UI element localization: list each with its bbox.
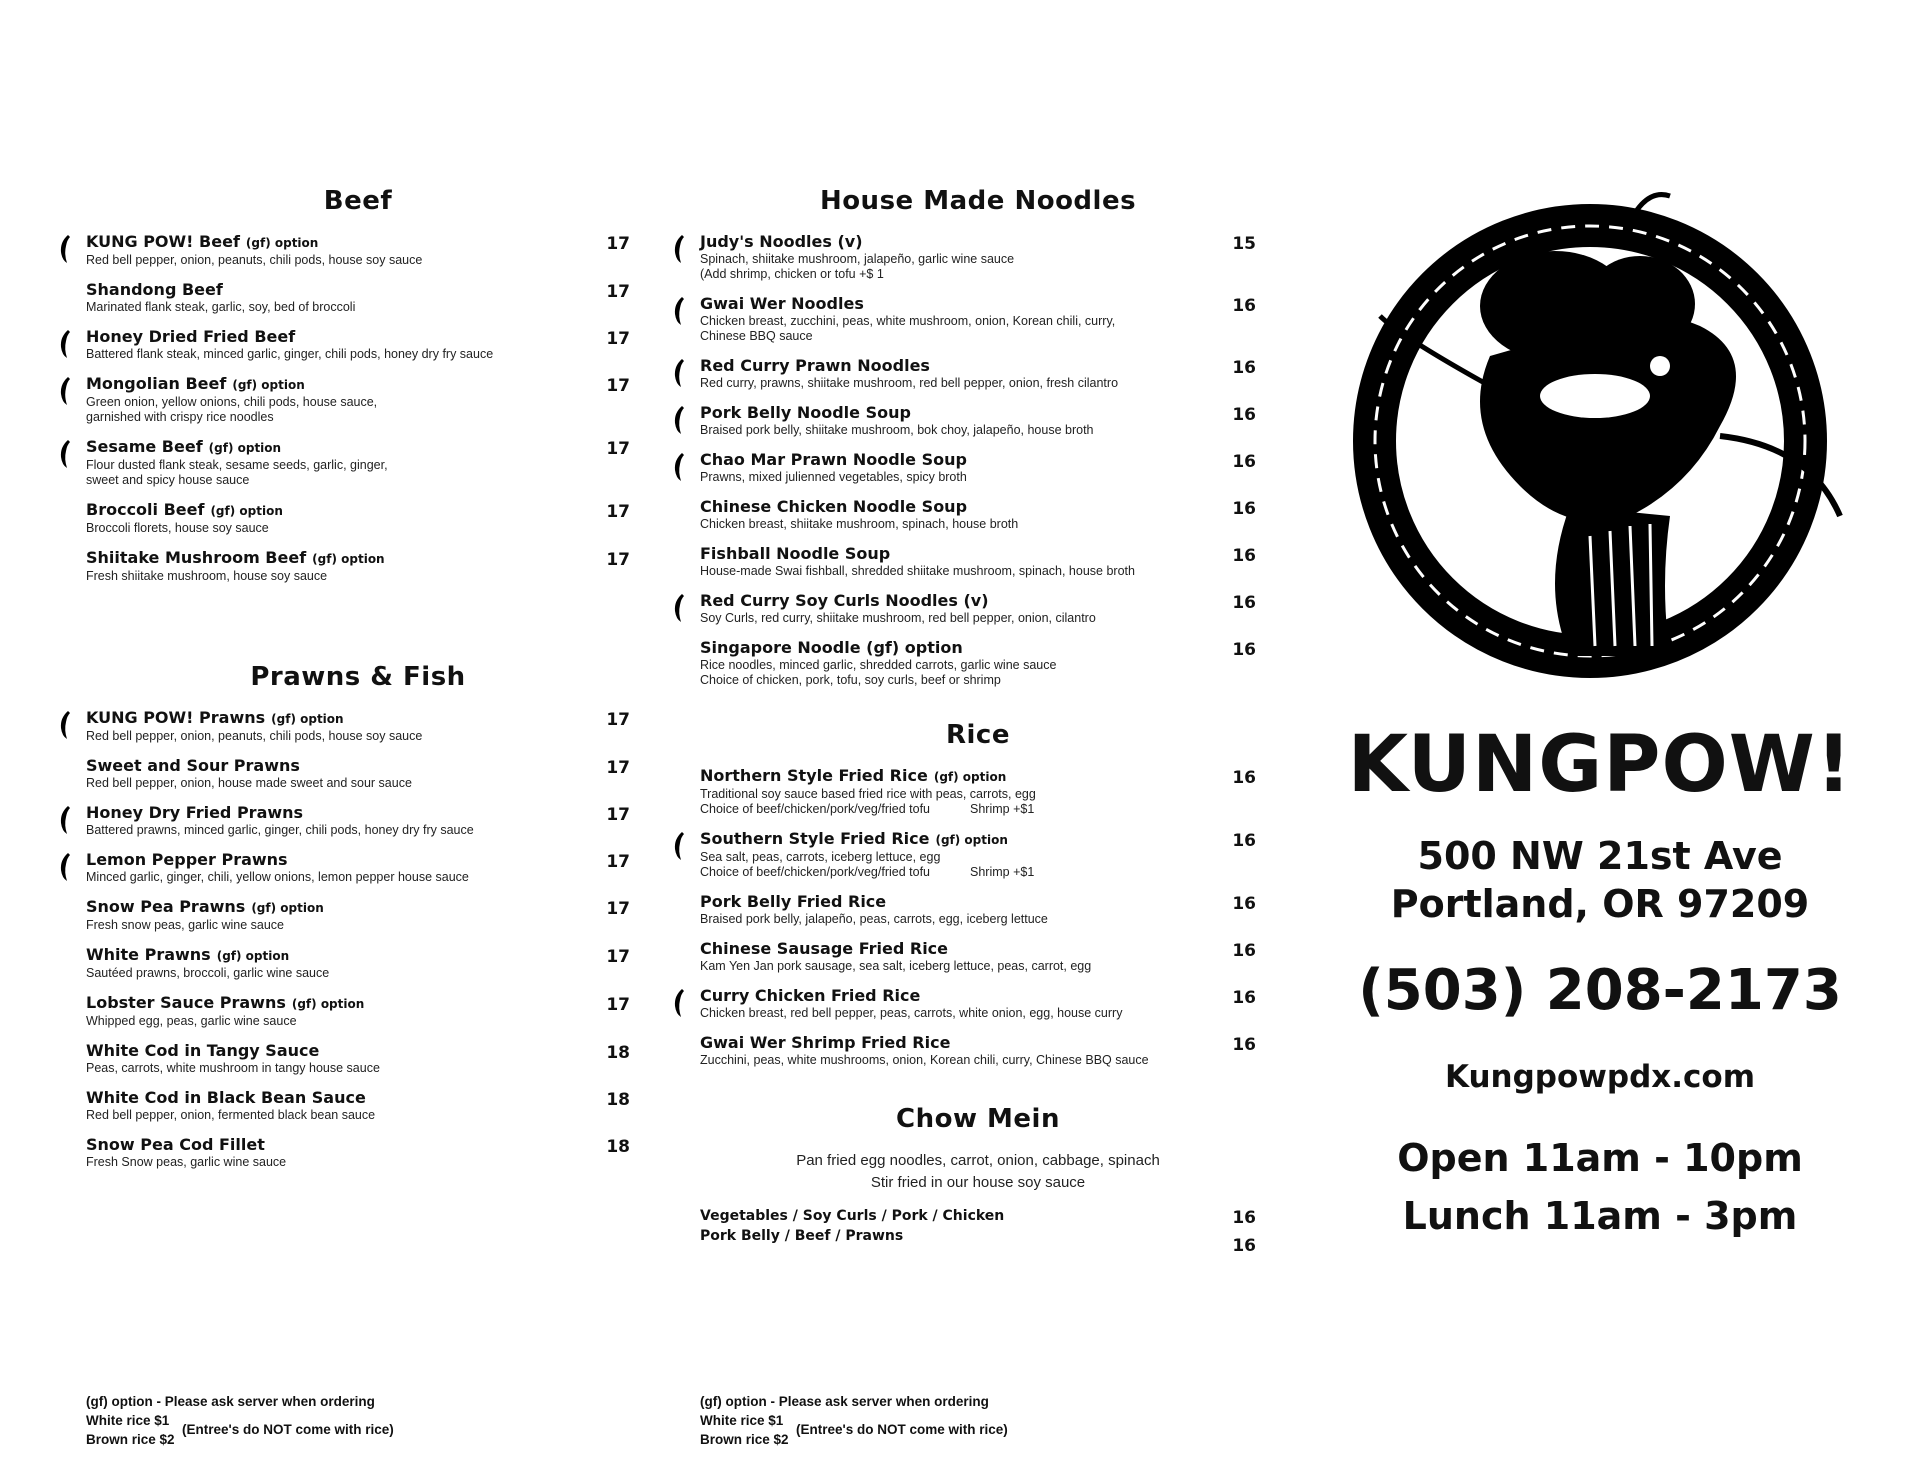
menu-item	[700, 450, 1256, 485]
beef-section-title: Beef	[323, 186, 393, 216]
item-name	[86, 850, 570, 870]
item-price: 17	[606, 234, 630, 254]
chili-pepper-icon	[58, 376, 72, 406]
item-price: 17	[606, 852, 630, 872]
dragon-logo-icon	[1340, 186, 1860, 686]
item-name-text: Sesame Beef	[86, 437, 203, 456]
item-description-text: Choice of chicken, pork, tofu, soy curls, beef or shrimp	[700, 673, 1001, 687]
item-description: Red bell pepper, onion, house made sweet and sour sauce	[86, 776, 412, 790]
menu-item	[86, 327, 630, 362]
chili-pepper-icon	[672, 988, 686, 1018]
item-price: 17	[606, 947, 630, 967]
item-description: Battered prawns, minced garlic, ginger, chili pods, honey dry fry sauce	[86, 823, 474, 837]
item-description: Zucchini, peas, white mushrooms, onion, Korean chili, curry, Chinese BBQ sauce	[700, 1053, 1149, 1067]
menu-item	[700, 591, 1256, 626]
item-description-text: Choice of beef/chicken/pork/veg/fried tofu	[700, 865, 930, 879]
item-price: 16	[1232, 640, 1256, 660]
item-price: 16	[1232, 405, 1256, 425]
white-rice-price: White rice $1	[86, 1413, 170, 1428]
menu-item	[86, 437, 630, 488]
item-description	[700, 802, 1196, 817]
item-price: 16	[1232, 358, 1256, 378]
item-name	[700, 766, 1196, 787]
gf-option-label: (gf) option	[933, 770, 1007, 784]
item-name-text: Curry Chicken Fried Rice	[700, 986, 921, 1005]
item-price: 15	[1232, 234, 1256, 254]
brand-panel	[1310, 186, 1890, 1245]
item-name	[86, 803, 570, 823]
item-name-text: Red Curry Prawn Noodles	[700, 356, 930, 375]
brown-rice-price: Brown rice $2	[700, 1432, 789, 1447]
menu-item	[700, 986, 1256, 1021]
item-price: 17	[606, 329, 630, 349]
item-name	[86, 756, 570, 776]
item-description: Whipped egg, peas, garlic wine sauce	[86, 1014, 297, 1028]
menu-item	[86, 280, 630, 315]
item-name	[86, 1041, 570, 1061]
item-name-text: Chinese Chicken Noodle Soup	[700, 497, 968, 516]
rice-section-title: Rice	[946, 720, 1010, 750]
item-name	[86, 897, 570, 918]
item-description: Red bell pepper, onion, fermented black bean sauce	[86, 1108, 376, 1122]
rice-note: (Entree's do NOT come with rice)	[182, 1422, 394, 1437]
white-rice-price: White rice $1	[700, 1413, 784, 1428]
item-description: Braised pork belly, shiitake mushroom, bok choy, jalapeño, house broth	[700, 423, 1094, 437]
footer-left	[86, 1392, 394, 1449]
chili-pepper-icon	[672, 405, 686, 435]
rice-note: (Entree's do NOT come with rice)	[796, 1422, 1008, 1437]
open-hours: Open 11am - 10pm	[1397, 1136, 1803, 1180]
gf-option-label: (gf) option	[232, 378, 305, 392]
item-name	[86, 327, 570, 347]
left-menu-column	[86, 186, 630, 1182]
chili-pepper-icon	[58, 234, 72, 264]
menu-item	[86, 945, 630, 981]
gf-option-label: (gf) option	[312, 552, 385, 566]
item-price: 18	[606, 1137, 630, 1157]
brown-rice-price: Brown rice $2	[86, 1432, 175, 1447]
menu-item	[700, 1033, 1256, 1068]
item-name-text: Snow Pea Prawns	[86, 897, 246, 916]
chowmein-section-title: Chow Mein	[896, 1104, 1060, 1134]
item-name	[700, 497, 1196, 517]
item-price: 16	[1232, 593, 1256, 613]
item-name	[86, 548, 570, 569]
item-price: 16	[1232, 499, 1256, 519]
menu-item	[86, 993, 630, 1029]
item-price: 17	[606, 899, 630, 919]
hours	[1310, 1129, 1890, 1245]
item-name	[86, 500, 570, 521]
item-price: 18	[606, 1043, 630, 1063]
website: Kungpowpdx.com	[1444, 1059, 1756, 1095]
menu-item	[700, 497, 1256, 532]
chili-pepper-icon	[672, 296, 686, 326]
gf-note: (gf) option - Please ask server when ordering	[700, 1394, 989, 1409]
item-price: 17	[606, 376, 630, 396]
item-name-text: Fishball Noodle Soup	[700, 544, 891, 563]
chili-pepper-icon	[58, 439, 72, 469]
item-name-text: Broccoli Beef	[86, 500, 205, 519]
address-line: Portland, OR 97209	[1390, 882, 1810, 926]
item-name	[700, 403, 1196, 423]
item-name	[700, 356, 1196, 376]
menu-item	[86, 897, 630, 933]
item-price: 16	[1232, 988, 1256, 1008]
item-price: 17	[606, 805, 630, 825]
item-description: Marinated flank steak, garlic, soy, bed of broccoli	[86, 300, 356, 314]
gf-option-label: (gf) option	[271, 712, 344, 726]
chowmein-price: 16	[1232, 1208, 1256, 1228]
item-name	[700, 986, 1196, 1006]
item-price: 17	[606, 995, 630, 1015]
item-name-text: Chao Mar Prawn Noodle Soup	[700, 450, 967, 469]
item-description: Fresh shiitake mushroom, house soy sauce	[86, 569, 328, 583]
shrimp-addon: Shrimp +$1	[970, 802, 1035, 816]
item-description-text: Chinese BBQ sauce	[700, 329, 813, 343]
item-price: 16	[1232, 941, 1256, 961]
beef-item-list	[86, 232, 630, 584]
menu-item	[86, 803, 630, 838]
item-description-text: (Add shrimp, chicken or tofu +$ 1	[700, 267, 884, 281]
item-price: 16	[1232, 894, 1256, 914]
item-name-text: Sweet and Sour Prawns	[86, 756, 300, 775]
item-description	[700, 865, 1196, 880]
item-description: Rice noodles, minced garlic, shredded carrots, garlic wine sauce	[700, 658, 1057, 672]
item-price: 16	[1232, 546, 1256, 566]
item-description: Flour dusted flank steak, sesame seeds, garlic, ginger,	[86, 458, 388, 472]
menu-item	[86, 1135, 630, 1170]
item-name-text: White Cod in Black Bean Sauce	[86, 1088, 366, 1107]
item-description-text: sweet and spicy house sauce	[86, 473, 250, 487]
menu-item	[86, 850, 630, 885]
item-description-text: Choice of beef/chicken/pork/veg/fried tofu	[700, 802, 930, 816]
item-description: Fresh snow peas, garlic wine sauce	[86, 918, 285, 932]
item-description: House-made Swai fishball, shredded shiitake mushroom, spinach, house broth	[700, 564, 1135, 578]
gf-option-label: (gf) option	[210, 504, 283, 518]
item-name-text: KUNG POW! Prawns	[86, 708, 266, 727]
menu-item	[700, 294, 1256, 344]
item-name-text: Lemon Pepper Prawns	[86, 850, 288, 869]
item-name	[86, 374, 570, 395]
item-description	[700, 267, 1196, 282]
item-description: Soy Curls, red curry, shiitake mushroom, red bell pepper, onion, cilantro	[700, 611, 1096, 625]
address-line: 500 NW 21st Ave	[1417, 834, 1783, 878]
item-name-text: White Cod in Tangy Sauce	[86, 1041, 320, 1060]
item-name	[700, 544, 1196, 564]
item-description: Kam Yen Jan pork sausage, sea salt, iceberg lettuce, peas, carrot, egg	[700, 959, 1092, 973]
item-name-text: Northern Style Fried Rice	[700, 766, 928, 785]
item-price: 17	[606, 550, 630, 570]
item-price: 17	[606, 758, 630, 778]
phone-number: (503) 208-2173	[1358, 958, 1842, 1023]
gf-option-label: (gf) option	[216, 949, 290, 963]
item-description: Green onion, yellow onions, chili pods, house sauce,	[86, 395, 378, 409]
item-description: Fresh Snow peas, garlic wine sauce	[86, 1155, 287, 1169]
chili-pepper-icon	[58, 805, 72, 835]
item-name-text: Shiitake Mushroom Beef	[86, 548, 307, 567]
item-name-text: Shandong Beef	[86, 280, 223, 299]
menu-item	[86, 1041, 630, 1076]
gf-note: (gf) option - Please ask server when ordering	[86, 1394, 375, 1409]
menu-item	[86, 232, 630, 268]
item-name	[86, 1135, 570, 1155]
chowmein-desc-line: Pan fried egg noodles, carrot, onion, cabbage, spinach	[796, 1152, 1160, 1169]
item-price: 17	[606, 710, 630, 730]
item-description: Red bell pepper, onion, peanuts, chili pods, house soy sauce	[86, 729, 423, 743]
prawns-item-list	[86, 708, 630, 1170]
brand-name: KUNGPOW!	[1347, 720, 1853, 810]
item-name-text: Honey Dried Fried Beef	[86, 327, 296, 346]
item-price: 16	[1232, 296, 1256, 316]
item-price: 17	[606, 439, 630, 459]
menu-item	[700, 544, 1256, 579]
menu-item	[700, 892, 1256, 927]
item-name-text: Southern Style Fried Rice	[700, 829, 930, 848]
menu-item	[700, 232, 1256, 282]
menu-item	[86, 756, 630, 791]
item-description: Spinach, shiitake mushroom, jalapeño, garlic wine sauce	[700, 252, 1015, 266]
item-name	[700, 232, 1196, 252]
item-name	[700, 591, 1196, 611]
item-price: 18	[606, 1090, 630, 1110]
item-name-text: KUNG POW! Beef	[86, 232, 240, 251]
item-name-text: Chinese Sausage Fried Rice	[700, 939, 949, 958]
item-description	[86, 410, 570, 425]
menu-item	[700, 356, 1256, 391]
chili-pepper-icon	[58, 329, 72, 359]
chili-pepper-icon	[672, 452, 686, 482]
item-name-text: Judy's Noodles (v)	[700, 232, 863, 251]
shrimp-addon: Shrimp +$1	[970, 865, 1035, 879]
gf-option-label: (gf) option	[208, 441, 282, 455]
item-name	[700, 294, 1196, 314]
menu-item	[700, 939, 1256, 974]
gf-option-label: (gf) option	[245, 236, 319, 250]
menu-item	[700, 829, 1256, 880]
item-description: Red bell pepper, onion, peanuts, chili pods, house soy sauce	[86, 253, 423, 267]
noodles-item-list	[700, 232, 1256, 688]
item-name	[86, 945, 570, 966]
chowmein-option-line: Pork Belly / Beef / Prawns	[700, 1228, 904, 1244]
item-description: Red curry, prawns, shiitake mushroom, red bell pepper, onion, fresh cilantro	[700, 376, 1119, 390]
item-name-text: Gwai Wer Noodles	[700, 294, 864, 313]
footer-middle	[700, 1392, 1008, 1449]
item-name-text: Honey Dry Fried Prawns	[86, 803, 304, 822]
rice-item-list	[700, 766, 1256, 1068]
item-price: 16	[1232, 452, 1256, 472]
item-price: 17	[606, 282, 630, 302]
middle-menu-column	[700, 186, 1256, 1258]
chili-pepper-icon	[672, 234, 686, 264]
chowmein-item	[700, 1206, 1256, 1256]
item-name	[86, 280, 570, 300]
item-name	[700, 638, 1196, 658]
noodles-section-title: House Made Noodles	[819, 186, 1137, 216]
item-description: Chicken breast, zucchini, peas, white mushroom, onion, Korean chili, curry,	[700, 314, 1116, 328]
item-description-text: garnished with crispy rice noodles	[86, 410, 274, 424]
item-name	[700, 939, 1196, 959]
chili-pepper-icon	[58, 852, 72, 882]
menu-item	[86, 1088, 630, 1123]
item-name-text: Red Curry Soy Curls Noodles (v)	[700, 591, 989, 610]
item-description: Sautéed prawns, broccoli, garlic wine sauce	[86, 966, 330, 980]
chowmein-option-line: Vegetables / Soy Curls / Pork / Chicken	[700, 1208, 1005, 1224]
item-name-text: Pork Belly Noodle Soup	[700, 403, 911, 422]
item-name-text: White Prawns	[86, 945, 211, 964]
menu-item	[700, 403, 1256, 438]
item-name	[700, 829, 1196, 850]
item-price: 16	[1232, 768, 1256, 788]
chowmein-description	[700, 1150, 1256, 1194]
menu-item	[86, 548, 630, 584]
item-name	[86, 708, 570, 729]
item-description: Minced garlic, ginger, chili, yellow onions, lemon pepper house sauce	[86, 870, 469, 884]
menu-item	[86, 708, 630, 744]
item-description: Chicken breast, shiitake mushroom, spinach, house broth	[700, 517, 1019, 531]
address	[1310, 832, 1890, 928]
item-description: Broccoli florets, house soy sauce	[86, 521, 269, 535]
item-price: 17	[606, 502, 630, 522]
item-name-text: Pork Belly Fried Rice	[700, 892, 887, 911]
chili-pepper-icon	[672, 358, 686, 388]
item-description: Sea salt, peas, carrots, iceberg lettuce, egg	[700, 850, 941, 864]
item-name	[700, 892, 1196, 912]
chili-pepper-icon	[58, 710, 72, 740]
item-price: 16	[1232, 831, 1256, 851]
lunch-hours: Lunch 11am - 3pm	[1402, 1194, 1798, 1238]
menu-item	[86, 374, 630, 425]
gf-option-label: (gf) option	[291, 997, 365, 1011]
item-name	[86, 1088, 570, 1108]
item-name	[86, 232, 570, 253]
item-name-text: Gwai Wer Shrimp Fried Rice	[700, 1033, 951, 1052]
prawns-section-title: Prawns & Fish	[250, 662, 466, 692]
item-name-text: Snow Pea Cod Fillet	[86, 1135, 265, 1154]
gf-option-label: (gf) option	[251, 901, 324, 915]
item-description	[700, 673, 1196, 688]
item-price: 16	[1232, 1035, 1256, 1055]
item-description: Battered flank steak, minced garlic, ginger, chili pods, honey dry fry sauce	[86, 347, 494, 361]
item-description: Chicken breast, red bell pepper, peas, carrots, white onion, egg, house curry	[700, 1006, 1123, 1020]
item-name	[700, 450, 1196, 470]
item-name	[700, 1033, 1196, 1053]
menu-item	[700, 638, 1256, 688]
item-name	[86, 437, 570, 458]
chili-pepper-icon	[672, 831, 686, 861]
chili-pepper-icon	[672, 593, 686, 623]
item-description: Prawns, mixed julienned vegetables, spicy broth	[700, 470, 967, 484]
item-description: Traditional soy sauce based fried rice with peas, carrots, egg	[700, 787, 1036, 801]
menu-item	[700, 766, 1256, 817]
item-name-text: Lobster Sauce Prawns	[86, 993, 286, 1012]
item-description: Braised pork belly, jalapeño, peas, carrots, egg, iceberg lettuce	[700, 912, 1048, 926]
item-description: Peas, carrots, white mushroom in tangy house sauce	[86, 1061, 380, 1075]
chowmein-desc-line: Stir fried in our house soy sauce	[870, 1174, 1086, 1191]
chowmein-price: 16	[1232, 1236, 1256, 1256]
item-description	[700, 329, 1196, 344]
gf-option-label: (gf) option	[935, 833, 1008, 847]
menu-item	[86, 500, 630, 536]
item-name-text: Singapore Noodle (gf) option	[700, 638, 963, 657]
item-name	[86, 993, 570, 1014]
item-description	[86, 473, 570, 488]
item-name-text: Mongolian Beef	[86, 374, 227, 393]
